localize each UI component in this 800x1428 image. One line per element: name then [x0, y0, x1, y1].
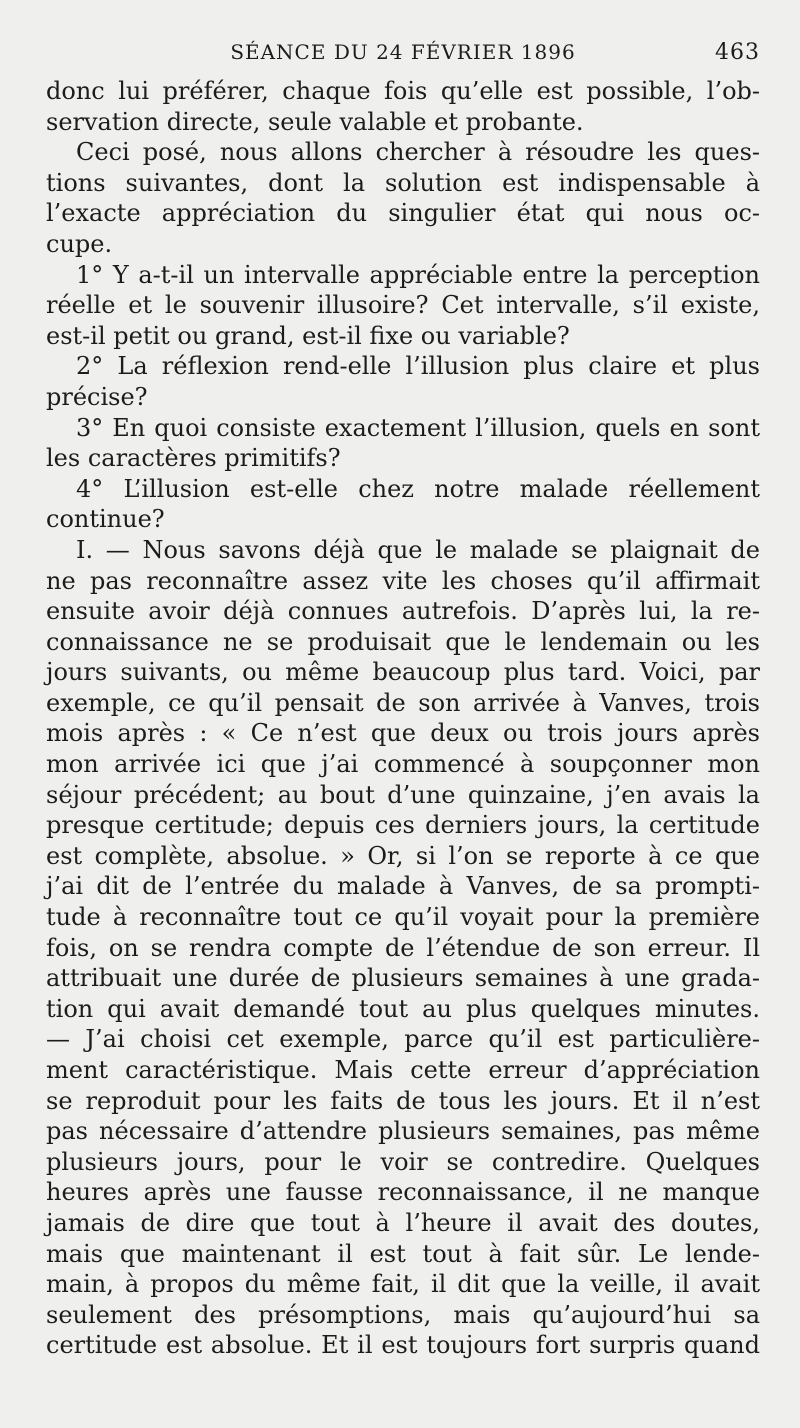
text-line: cupe.: [46, 229, 113, 258]
text-line: continue?: [46, 505, 165, 534]
text-line: est complète, absolue. » Or, si l’on se reporte à ce que: [46, 841, 760, 870]
text-line: ment caractéristique. Mais cette erreur d’appréciation: [46, 1056, 760, 1084]
text-line: jamais de dire que tout à l’heure il avait des doutes,: [46, 1208, 760, 1237]
text-line: certitude est absolue. Et il est toujours fort surpris quand: [46, 1331, 760, 1360]
text-line: plusieurs jours, pour le voir se contredire. Quelques: [46, 1147, 760, 1176]
text-line: I. — Nous savons déjà que le malade se plaignait de: [76, 535, 760, 564]
running-header: [46, 36, 760, 76]
text-line: 1° Y a-t-il un intervalle appréciable entre la perception: [76, 260, 760, 289]
text-line: mon arrivée ici que j’ai commencé à soupçonner mon: [46, 750, 760, 779]
text-line: Ceci posé, nous allons chercher à résoudre les ques-: [76, 138, 760, 167]
text-line: séjour précédent; au bout d’une quinzaine, j’en avais la: [46, 780, 760, 809]
text-line: servation directe, seule valable et probante.: [46, 107, 584, 136]
text-line: exemple, ce qu’il pensait de son arrivée à Vanves, trois: [46, 688, 760, 717]
text-line: précise?: [46, 382, 148, 411]
text-line: 3° En quoi consiste exactement l’illusion, quels en sont: [76, 413, 760, 442]
text-line: se reproduit pour les faits de tous les jours. Et il n’est: [46, 1086, 760, 1115]
text-line: seulement des présomptions, mais qu’aujourd’hui sa: [46, 1300, 760, 1329]
text-line: presque certitude; depuis ces derniers jours, la certitude: [46, 811, 760, 840]
text-line: main, à propos du même fait, il dit que la veille, il avait: [46, 1270, 760, 1299]
text-line: pas nécessaire d’attendre plusieurs semaines, pas même: [46, 1117, 760, 1146]
text-line: ne pas reconnaître assez vite les choses qu’il affirmait: [46, 566, 760, 595]
text-line: l’exacte appréciation du singulier état qui nous oc-: [46, 199, 760, 228]
text-line: tions suivantes, dont la solution est indispensable à: [46, 168, 760, 197]
running-title: SÉANCE DU 24 FÉVRIER 1896: [230, 40, 576, 64]
page-number: 463: [715, 40, 760, 65]
text-line: fois, on se rendra compte de l’étendue de son erreur. Il: [46, 933, 760, 962]
text-line: 4° L’illusion est-elle chez notre malade réellement: [76, 474, 760, 503]
text-line: attribuait une durée de plusieurs semaines à une grada-: [46, 964, 760, 993]
text-line: réelle et le souvenir illusoire? Cet intervalle, s’il existe,: [46, 291, 760, 320]
text-line: ensuite avoir déjà connues autrefois. D’après lui, la re-: [46, 597, 760, 626]
text-line: les caractères primitifs?: [46, 444, 341, 473]
text-line: tion qui avait demandé tout au plus quelques minutes.: [46, 994, 760, 1023]
text-line: heures après une fausse reconnaissance, il ne manque: [46, 1178, 760, 1207]
text-line: mais que maintenant il est tout à fait sûr. Le lende-: [46, 1239, 760, 1268]
body-text: [46, 76, 760, 1361]
text-line: j’ai dit de l’entrée du malade à Vanves, de sa prompti-: [46, 872, 760, 901]
text-line: donc lui préférer, chaque fois qu’elle est possible, l’ob-: [46, 77, 760, 105]
text-line: jours suivants, ou même beaucoup plus tard. Voici, par: [46, 658, 760, 687]
text-line: mois après : « Ce n’est que deux ou trois jours après: [46, 719, 760, 748]
text-line: 2° La réflexion rend-elle l’illusion plus claire et plus: [76, 352, 760, 381]
text-line: connaissance ne se produisait que le lendemain ou les: [46, 627, 760, 656]
text-line: est-il petit ou grand, est-il fixe ou variable?: [46, 321, 570, 350]
text-line: — J’ai choisi cet exemple, parce qu’il est particulière-: [46, 1025, 760, 1054]
text-line: tude à reconnaître tout ce qu’il voyait pour la première: [46, 903, 760, 932]
